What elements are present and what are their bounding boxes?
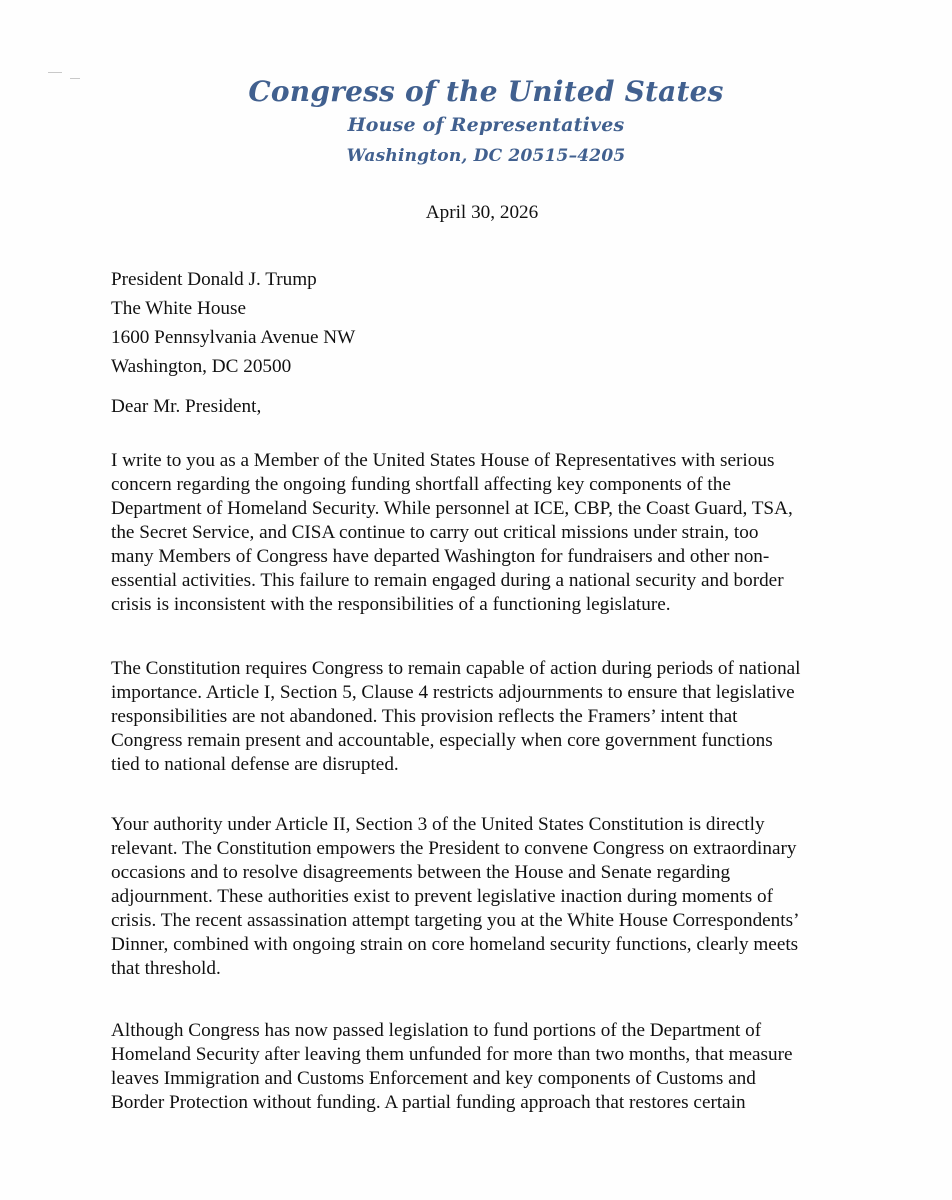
paragraph-line: the Secret Service, and CISA continue to carry out critical missions under strain, too [111,522,759,543]
paragraph-line: I write to you as a Member of the United States House of Representatives with serious [111,450,775,471]
paragraph-line: Border Protection without funding. A partial funding approach that restores certain [111,1092,746,1113]
paragraph-4 [111,1019,851,1115]
paragraph-line: Although Congress has now passed legislation to fund portions of the Department of [111,1020,762,1041]
recipient-org: The White House [111,298,246,319]
paragraph-line: that threshold. [111,958,221,979]
scan-artifact [48,72,62,73]
letterhead-house: House of Representatives [347,114,625,136]
paragraph-line: concern regarding the ongoing funding shortfall affecting key components of the [111,474,731,495]
paragraph-line: crisis. The recent assassination attempt targeting you at the White House Correspondents’ [111,910,800,931]
letterhead-congress: Congress of the United States [248,75,724,108]
paragraph-line: The Constitution requires Congress to remain capable of action during periods of national [111,658,801,679]
paragraph-line: crisis is inconsistent with the responsibilities of a functioning legislature. [111,594,671,615]
paragraph-line: Dinner, combined with ongoing strain on core homeland security functions, clearly meets [111,934,799,955]
paragraph-line: importance. Article I, Section 5, Clause 4 restricts adjournments to ensure that legislative [111,682,795,703]
paragraph-line: Your authority under Article II, Section 3 of the United States Constitution is directly [111,814,765,835]
paragraph-line: many Members of Congress have departed Washington for fundraisers and other non- [111,546,770,567]
paragraph-line: tied to national defense are disrupted. [111,754,399,775]
recipient-city: Washington, DC 20500 [111,356,292,377]
paragraph-1 [111,449,851,617]
salutation: Dear Mr. President, [111,396,262,417]
paragraph-line: Department of Homeland Security. While personnel at ICE, CBP, the Coast Guard, TSA, [111,498,793,519]
recipient-name: President Donald J. Trump [111,269,317,290]
paragraph-line: occasions and to resolve disagreements between the House and Senate regarding [111,862,731,883]
recipient-street: 1600 Pennsylvania Avenue NW [111,327,356,348]
paragraph-3 [111,813,851,981]
recipient-address [111,265,851,381]
paragraph-2 [111,657,851,777]
paragraph-line: essential activities. This failure to remain engaged during a national security and border [111,570,784,591]
letter-date: April 30, 2026 [425,202,539,223]
paragraph-line: adjournment. These authorities exist to prevent legislative inaction during moments of [111,886,773,907]
paragraph-line: Homeland Security after leaving them unfunded for more than two months, that measure [111,1044,793,1065]
paragraph-line: responsibilities are not abandoned. This provision reflects the Framers’ intent that [111,706,738,727]
paragraph-line: relevant. The Constitution empowers the President to convene Congress on extraordinary [111,838,797,859]
paragraph-line: Congress remain present and accountable, especially when core government functions [111,730,773,751]
paragraph-line: leaves Immigration and Customs Enforcement and key components of Customs and [111,1068,756,1089]
letterhead-address: Washington, DC 20515–4205 [346,146,626,166]
